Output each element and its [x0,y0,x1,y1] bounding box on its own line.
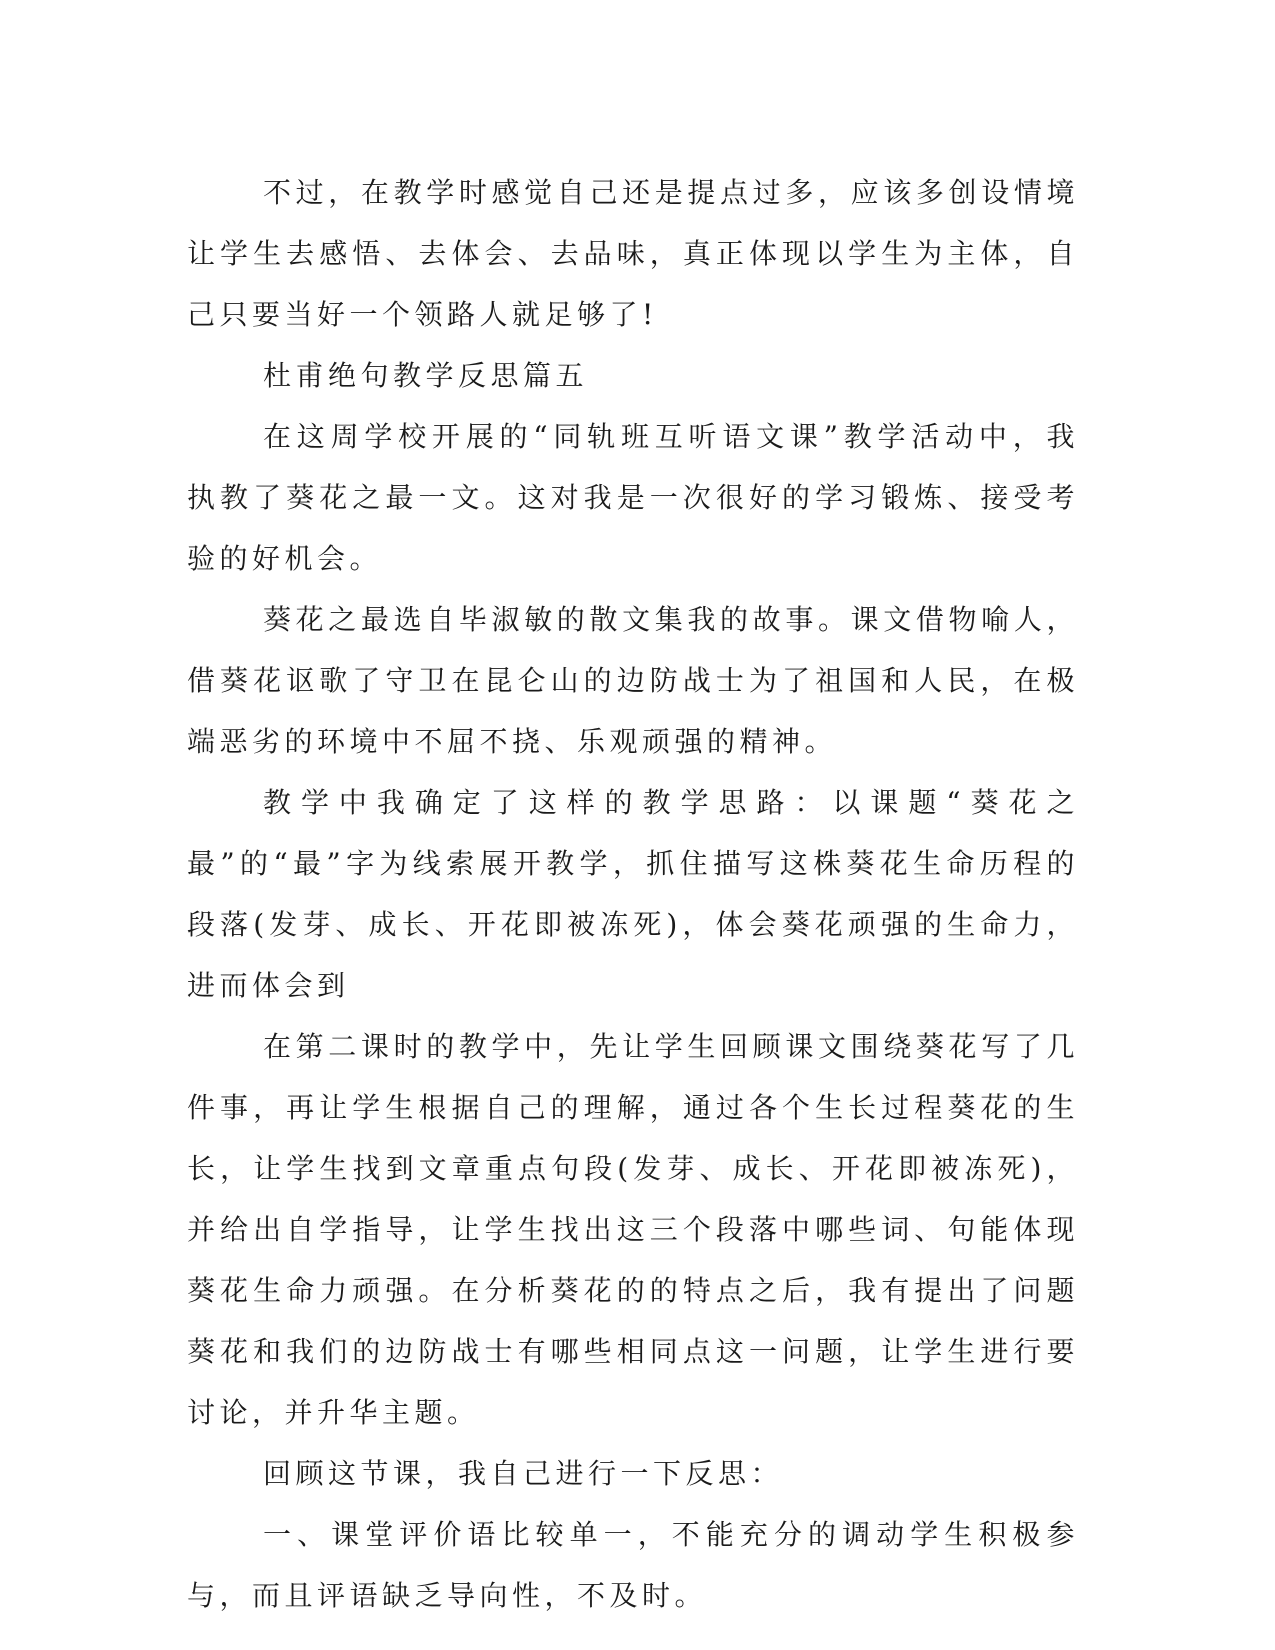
paragraph-6: 回顾这节课，我自己进行一下反思： [263,1457,784,1490]
document-body [187,162,1079,1626]
paragraph-4: 教学中我确定了这样的教学思路：以课题“葵花之最”的“最”字为线索展开教学，抓住描写这株葵花生命历程的段落(发芽、成长、开花即被冻死)，体会葵花顽强的生命力，进而体会到 [187,786,1079,1002]
paragraph-2: 在这周学校开展的“同轨班互听语文课”教学活动中，我执教了葵花之最一文。这对我是一次很好的学习锻炼、接受考验的好机会。 [187,420,1079,575]
paragraph-7: 一、课堂评价语比较单一，不能充分的调动学生积极参与，而且评语缺乏导向性，不及时。 [187,1518,1079,1612]
paragraph-3: 葵花之最选自毕淑敏的散文集我的故事。课文借物喻人，借葵花讴歌了守卫在昆仑山的边防战士为了祖国和人民，在极端恶劣的环境中不屈不挠、乐观顽强的精神。 [187,603,1079,758]
paragraph-5: 在第二课时的教学中，先让学生回顾课文围绕葵花写了几件事，再让学生根据自己的理解，通过各个生长过程葵花的生长，让学生找到文章重点句段(发芽、成长、开花即被冻死)，并给出自学指导，让学生找出这三个段落中哪些词、句能体现葵花生命力顽强。在分析葵花的的特点之后，我有提出了问题葵花和我们的边防战士有哪些相同点这一问题，让学生进行要讨论，并升华主题。 [187,1030,1079,1429]
section-heading: 杜甫绝句教学反思篇五 [263,359,589,392]
paragraph-1: 不过，在教学时感觉自己还是提点过多，应该多创设情境让学生去感悟、去体会、去品味，真正体现以学生为主体，自己只要当好一个领路人就足够了! [187,176,1079,331]
